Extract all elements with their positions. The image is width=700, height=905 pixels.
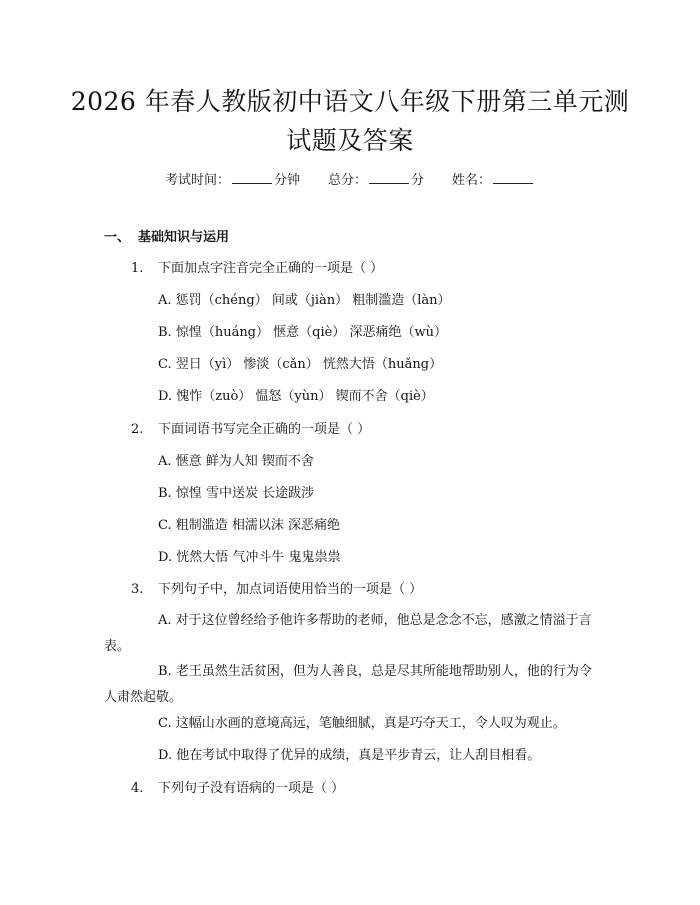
option: C. 翌日（yì） 惨淡（cǎn） 恍然大悟（huǎng） xyxy=(158,357,443,372)
score-unit: 分 xyxy=(411,173,425,188)
option: B. 老王虽然生活贫困，但为人善良，总是尽其所能地帮助别人，他的行为令人肃然起敬。 xyxy=(104,664,592,705)
question-stem: 3. 下列句子中，加点词语使用恰当的一项是（ ） xyxy=(131,582,423,597)
option: A. 惬意 鲜为人知 锲而不舍 xyxy=(158,454,314,469)
question-number: 3. xyxy=(131,582,144,597)
question-number: 4. xyxy=(131,781,144,796)
question-stem: 1. 下面加点字注音完全正确的一项是（ ） xyxy=(131,261,384,276)
name-blank xyxy=(493,170,533,184)
score-blank xyxy=(369,170,409,184)
option: C. 这幅山水画的意境高远，笔触细腻，真是巧夺天工，令人叹为观止。 xyxy=(158,716,566,731)
option: D. 他在考试中取得了优异的成绩，真是平步青云，让人刮目相看。 xyxy=(158,748,541,763)
time-unit: 分钟 xyxy=(273,173,300,188)
time-label: 考试时间： xyxy=(164,173,230,188)
section-title: 基础知识与运用 xyxy=(138,230,230,245)
name-label: 姓名： xyxy=(452,173,492,188)
option: D. 愧怍（zuò） 愠怒（yùn） 锲而不舍（qiè） xyxy=(158,389,434,404)
question-stem: 4. 下列句子没有语病的一项是（ ） xyxy=(131,781,345,796)
question-number: 1. xyxy=(131,261,144,276)
question-number: 2. xyxy=(131,422,144,437)
option: B. 惊惶（huáng） 惬意（qiè） 深恶痛绝（wù） xyxy=(158,325,447,340)
section-number: 一、 xyxy=(104,230,131,245)
option: D. 恍然大悟 气冲斗牛 鬼鬼祟祟 xyxy=(158,550,341,565)
section-heading xyxy=(104,229,229,247)
option: A. 对于这位曾经给予他许多帮助的老师，他总是念念不忘，感激之情溢于言表。 xyxy=(104,613,592,654)
question-stem: 2. 下面词语书写完全正确的一项是（ ） xyxy=(131,422,371,437)
page-title: 2026 年春人教版初中语文八年级下册第三单元测试题及答案 xyxy=(70,87,630,155)
score-label: 总分： xyxy=(327,173,367,188)
option: B. 惊惶 雪中送炭 长途跋涉 xyxy=(158,486,315,501)
option: A. 惩罚（chéng） 间或（jiàn） 粗制滥造（làn） xyxy=(158,293,451,308)
option: C. 粗制滥造 相濡以沫 深恶痛绝 xyxy=(158,518,341,533)
exam-meta-line xyxy=(0,170,700,190)
time-blank xyxy=(232,170,272,184)
